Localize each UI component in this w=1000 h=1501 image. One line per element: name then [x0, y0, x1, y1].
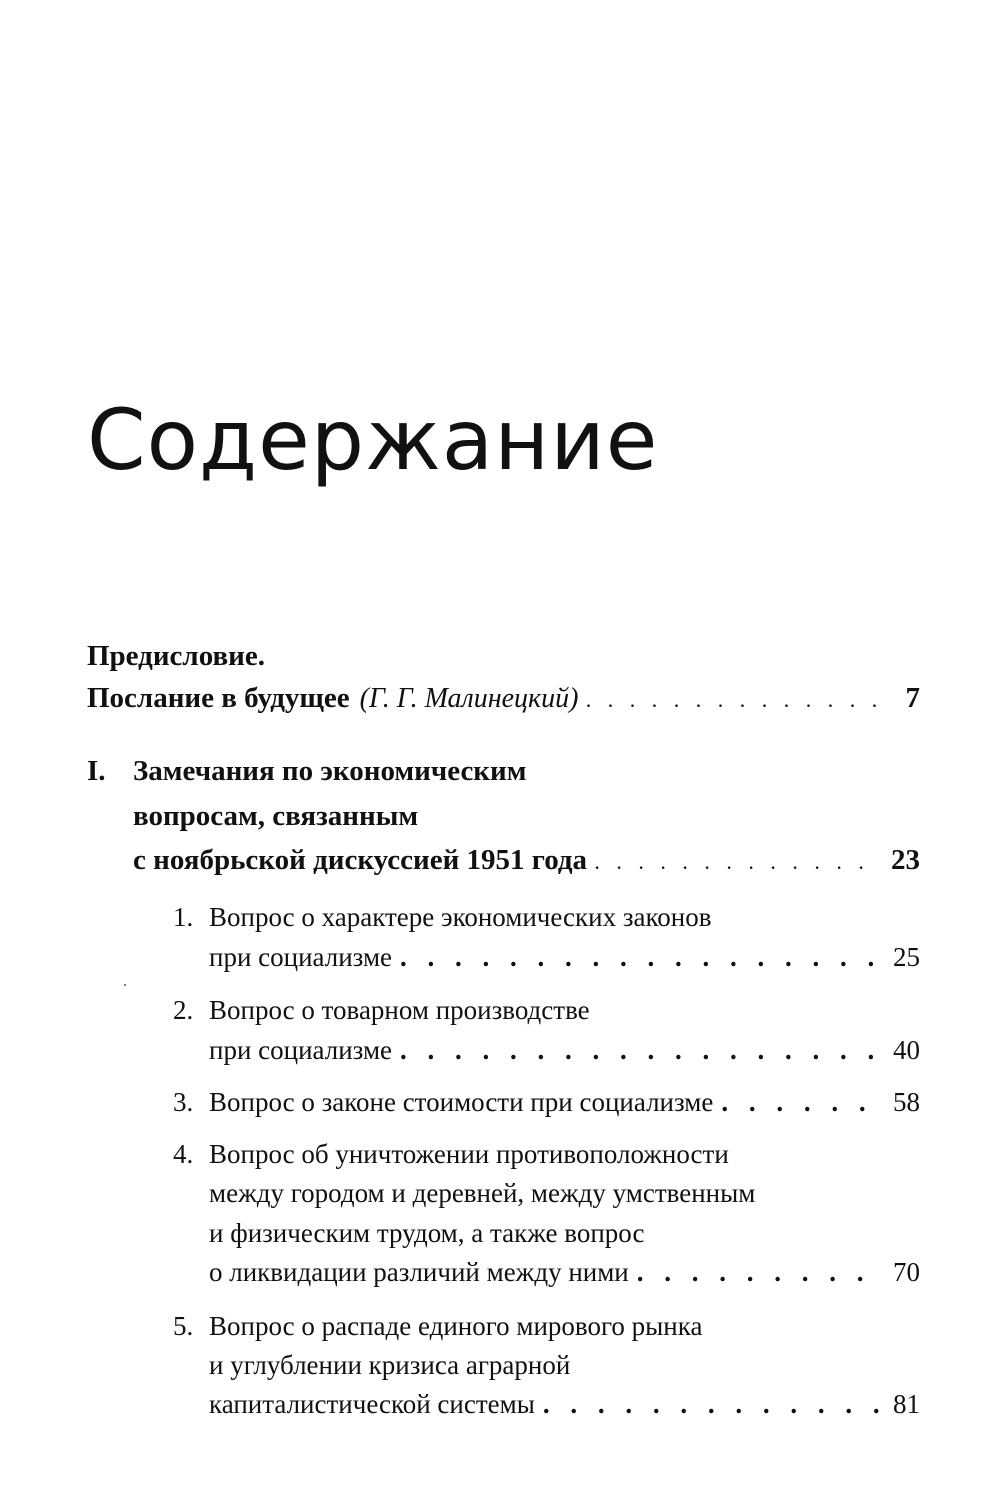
section-title-line: между городом и деревней, между умственным — [209, 1178, 756, 1208]
chapter-title-line: Замечания по экономическим — [133, 755, 527, 787]
page-number: 40 — [893, 1035, 920, 1065]
dot-leader — [543, 1391, 879, 1418]
toc-entry-section-2[interactable] — [209, 1037, 920, 1064]
toc-entry-chapter-1[interactable] — [133, 846, 920, 875]
preface-title: Послание в будущее — [87, 682, 350, 714]
dot-leader — [586, 695, 891, 711]
section-number: 2. — [173, 995, 194, 1025]
section-title-line: при социализме — [209, 942, 393, 972]
dot-leader — [721, 1089, 879, 1116]
page-number: 70 — [893, 1257, 920, 1287]
preface-author: (Г. Г. Малинецкий) — [359, 683, 579, 714]
dot-leader — [400, 944, 879, 971]
page-number: 7 — [905, 682, 920, 714]
dot-leader — [637, 1259, 879, 1286]
section-title-line: капиталистической системы — [209, 1389, 535, 1419]
page-number: 23 — [891, 844, 920, 876]
section-title-line: о ликвидации различий между ними — [209, 1257, 629, 1287]
section-number: 1. — [173, 902, 194, 932]
page-number: 58 — [893, 1087, 920, 1117]
section-title-line: и углублении кризиса аграрной — [209, 1350, 571, 1380]
section-title-line: при социализме — [209, 1035, 393, 1065]
toc-entry-section-5[interactable] — [209, 1391, 920, 1418]
dot-leader — [595, 857, 877, 873]
toc-entry-section-1[interactable] — [209, 944, 920, 971]
chapter-roman-numeral: I. — [87, 755, 106, 787]
dot-leader — [400, 1037, 879, 1064]
section-number: 5. — [173, 1311, 194, 1341]
scan-speck — [124, 984, 126, 986]
section-title-line: Вопрос о законе стоимости при социализме — [209, 1087, 714, 1117]
section-title-line: Вопрос о распаде единого мирового рынка — [209, 1311, 703, 1341]
page-title: Содержание — [87, 391, 659, 489]
toc-entry-preface[interactable] — [87, 684, 920, 713]
page-number: 25 — [893, 942, 920, 972]
section-title-line: Вопрос о характере экономических законов — [209, 902, 712, 932]
toc-entry-section-3[interactable] — [209, 1089, 920, 1116]
section-number: 3. — [173, 1087, 194, 1117]
preface-heading: Предисловие. — [87, 640, 265, 672]
toc-entry-section-4[interactable] — [209, 1259, 920, 1286]
chapter-title-line: с ноябрьской дискуссией 1951 года — [133, 844, 588, 876]
section-title-line: Вопрос об уничтожении противоположности — [209, 1139, 729, 1169]
section-number: 4. — [173, 1139, 194, 1169]
chapter-title-line: вопросам, связанным — [133, 800, 419, 832]
page-number: 81 — [893, 1389, 920, 1419]
section-title-line: Вопрос о товарном производстве — [209, 995, 590, 1025]
section-title-line: и физическим трудом, а также вопрос — [209, 1218, 645, 1248]
